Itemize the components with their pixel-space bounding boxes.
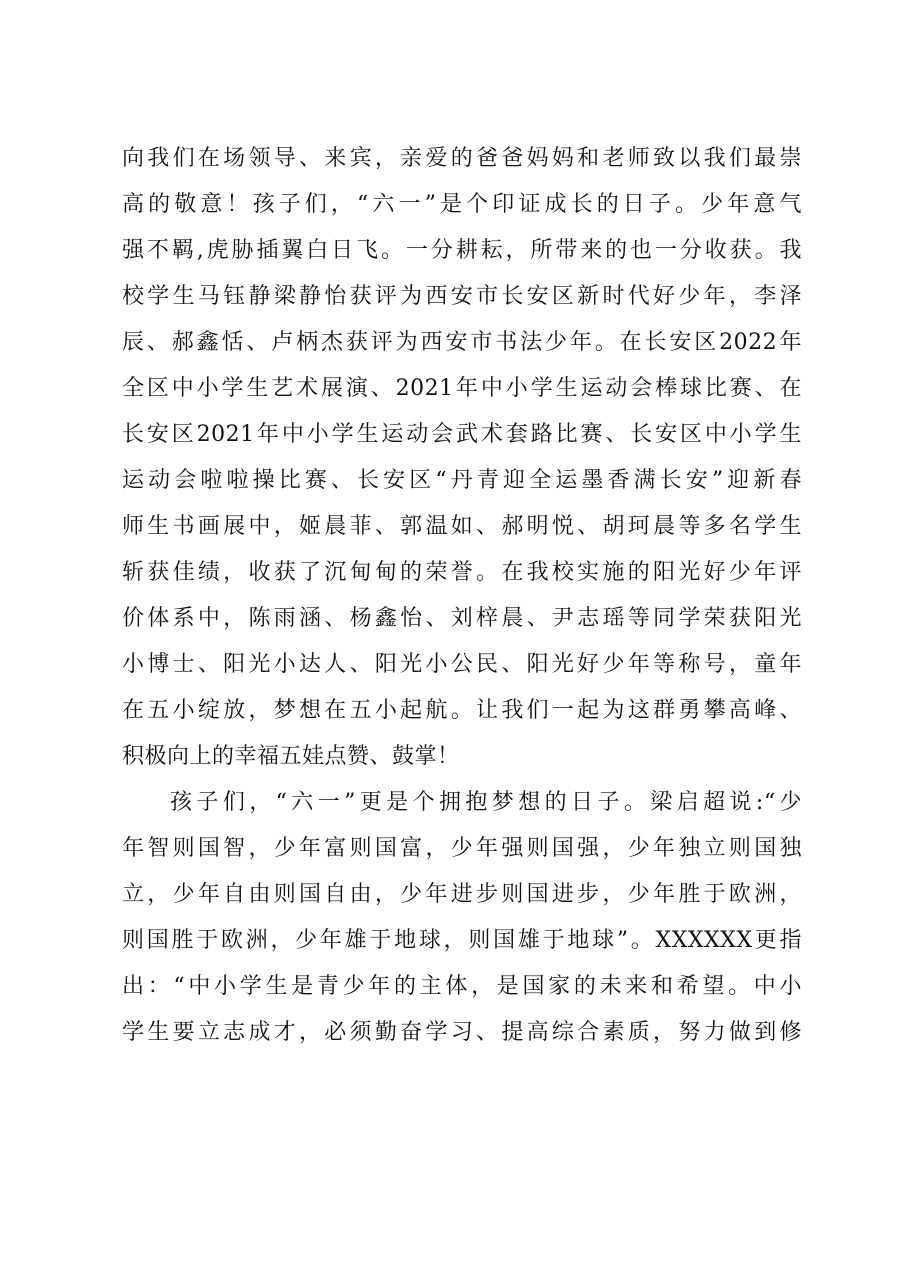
- text-line: 年智则国智，少年富则国富，少年强则国强，少年独立则国独: [122, 836, 802, 861]
- paragraph: [122, 136, 802, 780]
- text-line: 斩获佳绩，收获了沉甸甸的荣誉。在我校实施的阳光好少年评: [122, 560, 802, 585]
- text-line: 学生要立志成才，必须勤奋学习、提高综合素质，努力做到修: [122, 1020, 802, 1045]
- text-line: 辰、郝鑫恬、卢柄杰获评为西安市书法少年。在长安区2022年: [122, 330, 802, 355]
- text-line: 向我们在场领导、来宾，亲爱的爸爸妈妈和老师致以我们最崇: [122, 146, 802, 171]
- text-line: 价体系中，陈雨涵、杨鑫怡、刘梓晨、尹志瑶等同学荣获阳光: [122, 606, 802, 631]
- text-line: 运动会啦啦操比赛、长安区“丹青迎全运墨香满长安”迎新春: [122, 468, 802, 493]
- text-line: 积极向上的幸福五娃点赞、鼓掌！: [122, 744, 460, 769]
- text-line: 小博士、阳光小达人、阳光小公民、阳光好少年等称号，童年: [122, 652, 802, 677]
- text-line: 师生书画展中，姬晨菲、郭温如、郝明悦、胡珂晨等多名学生: [122, 514, 802, 539]
- text-line: 全区中小学生艺术展演、2021年中小学生运动会棒球比赛、在: [122, 376, 802, 401]
- text-line: 出：“中小学生是青少年的主体，是国家的未来和希望。中小: [122, 974, 802, 999]
- text-line: 长安区2021年中小学生运动会武术套路比赛、长安区中小学生: [122, 422, 802, 447]
- text-line: 孩子们，“六一”更是个拥抱梦想的日子。梁启超说:“少: [170, 790, 802, 815]
- text-line: 校学生马钰静梁静怡获评为西安市长安区新时代好少年，李泽: [122, 284, 802, 309]
- document-body: [122, 136, 802, 1056]
- paragraph: [122, 780, 802, 1056]
- text-line: 立，少年自由则国自由，少年进步则国进步，少年胜于欧洲，: [122, 882, 802, 907]
- text-line: 在五小绽放，梦想在五小起航。让我们一起为这群勇攀高峰、: [122, 698, 802, 723]
- text-line: 高的敬意！孩子们，“六一”是个印证成长的日子。少年意气: [122, 192, 802, 217]
- text-line: 则国胜于欧洲，少年雄于地球，则国雄于地球”。XXXXXX更指: [122, 928, 802, 953]
- text-line: 强不羁,虎胁插翼白日飞。一分耕耘，所带来的也一分收获。我: [122, 238, 802, 263]
